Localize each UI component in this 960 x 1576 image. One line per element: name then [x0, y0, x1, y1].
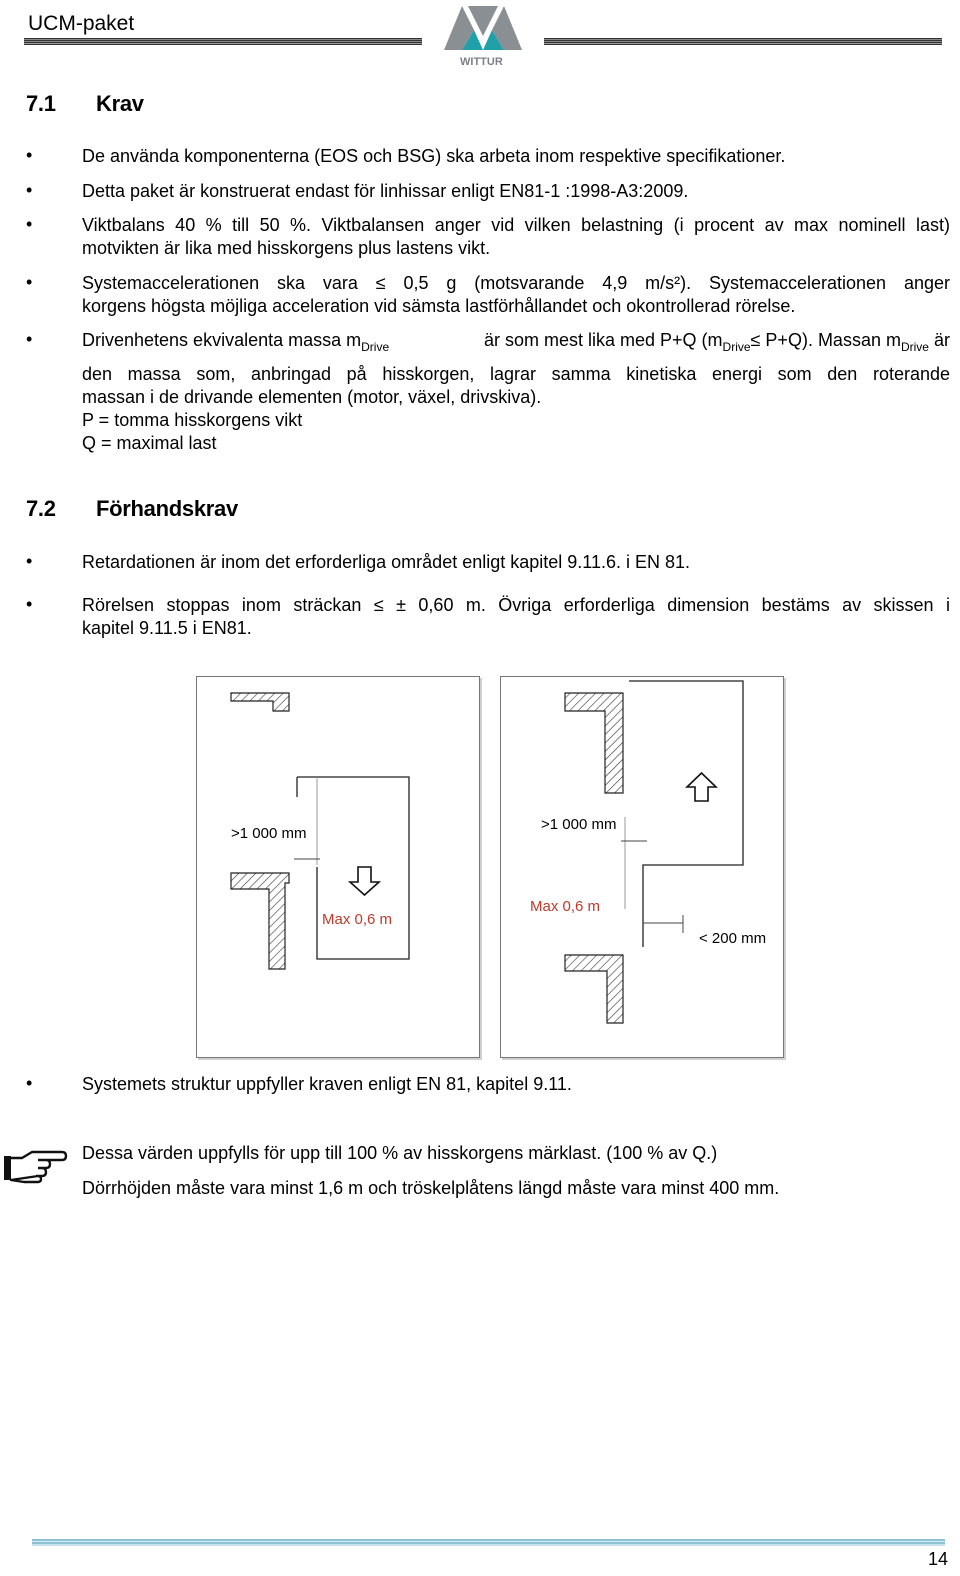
max-travel-label: Max 0,6 m [530, 898, 601, 915]
section-heading-krav [26, 91, 326, 119]
section-title: Krav [96, 91, 144, 116]
list-item-line: Viktbalans 40 % till 50 %. Viktbalansen anger vid vilken belastning (i procent av max nominell last) [82, 215, 950, 235]
section-number: 7.1 [26, 91, 56, 116]
logo-wordmark: WITTUR [460, 56, 503, 68]
list-item-line: motvikten är lika med hisskorgens plus lastens vikt. [82, 238, 491, 258]
list-item-line: P = tomma hisskorgens vikt [82, 410, 303, 430]
list-item: Systemets struktur uppfyller kraven enligt EN 81, kapitel 9.11. [82, 1074, 572, 1094]
bullet-icon: • [26, 214, 33, 234]
text-run: ≤ P+Q). Massan m [750, 330, 901, 350]
section-title: Förhandskrav [96, 496, 238, 521]
distance-label: >1 000 mm [541, 816, 617, 833]
list-item-line: korgens högsta möjliga acceleration vid sämsta lastförhållandet och okontrollerad rörelse. [82, 296, 796, 316]
bullet-icon: • [26, 329, 33, 349]
subscript: Drive [900, 340, 929, 354]
document-header-title: UCM-paket [28, 12, 135, 35]
list-item: Retardationen är inom det erforderliga området enligt kapitel 9.11.6. i EN 81. [82, 552, 691, 572]
header-rule-left [24, 38, 422, 45]
list-item-line: den massa som, anbringad på hisskorgen, lagrar samma kinetiska energi som den roterande [82, 364, 950, 384]
figure-panel-left [196, 676, 480, 1058]
list-item [82, 594, 950, 640]
list-item: Detta paket är konstruerat endast för linhissar enligt EN81-1 :1998-A3:2009. [82, 181, 689, 201]
text-run: är [928, 330, 950, 350]
list-item [82, 329, 950, 455]
text-run: Drivenhetens ekvivalenta massa m [82, 330, 362, 350]
text-run: är som mest lika med P+Q (m [483, 330, 723, 350]
list-item-line: kapitel 9.11.5 i EN81. [82, 618, 252, 638]
bullet-icon: • [26, 594, 33, 614]
list-item: De använda komponenterna (EOS och BSG) ska arbeta inom respektive specifikationer. [82, 146, 786, 166]
list-item [82, 272, 950, 318]
bullet-icon: • [26, 1073, 33, 1093]
bullet-icon: • [26, 551, 33, 571]
subscript: Drive [722, 340, 751, 354]
section-heading-forhandskrav [26, 496, 426, 524]
list-item-line: Systemaccelerationen ska vara ≤ 0,5 g (motsvarande 4,9 m/s²). Systemaccelerationen anger [82, 273, 950, 293]
list-item-line: Q = maximal last [82, 433, 217, 453]
wittur-logo [440, 0, 526, 72]
note-line: Dörrhöjden måste vara minst 1,6 m och tröskelplåtens längd måste vara minst 400 mm. [82, 1178, 780, 1198]
list-item-line: massan i de drivande elementen (motor, växel, drivskiva). [82, 387, 542, 407]
list-item-line: Rörelsen stoppas inom sträckan ≤ ± 0,60 m. Övriga erforderliga dimension bestäms av skissen i [82, 595, 950, 615]
bullet-icon: • [26, 145, 33, 165]
max-travel-label: Max 0,6 m [322, 911, 393, 928]
footer-rule [32, 1539, 945, 1546]
up-arrow-icon [687, 773, 716, 801]
gap-label: < 200 mm [699, 930, 767, 947]
figure-panel-right [500, 676, 784, 1058]
header-rule-right [544, 38, 942, 45]
distance-label: >1 000 mm [231, 825, 307, 842]
pointing-hand-icon [2, 1146, 68, 1188]
note-line: Dessa värden uppfylls för upp till 100 % av hisskorgens märklast. (100 % av Q.) [82, 1143, 718, 1163]
list-item-line [82, 329, 950, 359]
page-number: 14 [927, 1549, 948, 1569]
bullet-icon: • [26, 272, 33, 292]
subscript: Drive [361, 340, 390, 354]
section-number: 7.2 [26, 496, 56, 521]
list-item [82, 214, 950, 260]
down-arrow-icon [350, 867, 379, 895]
bullet-icon: • [26, 180, 33, 200]
